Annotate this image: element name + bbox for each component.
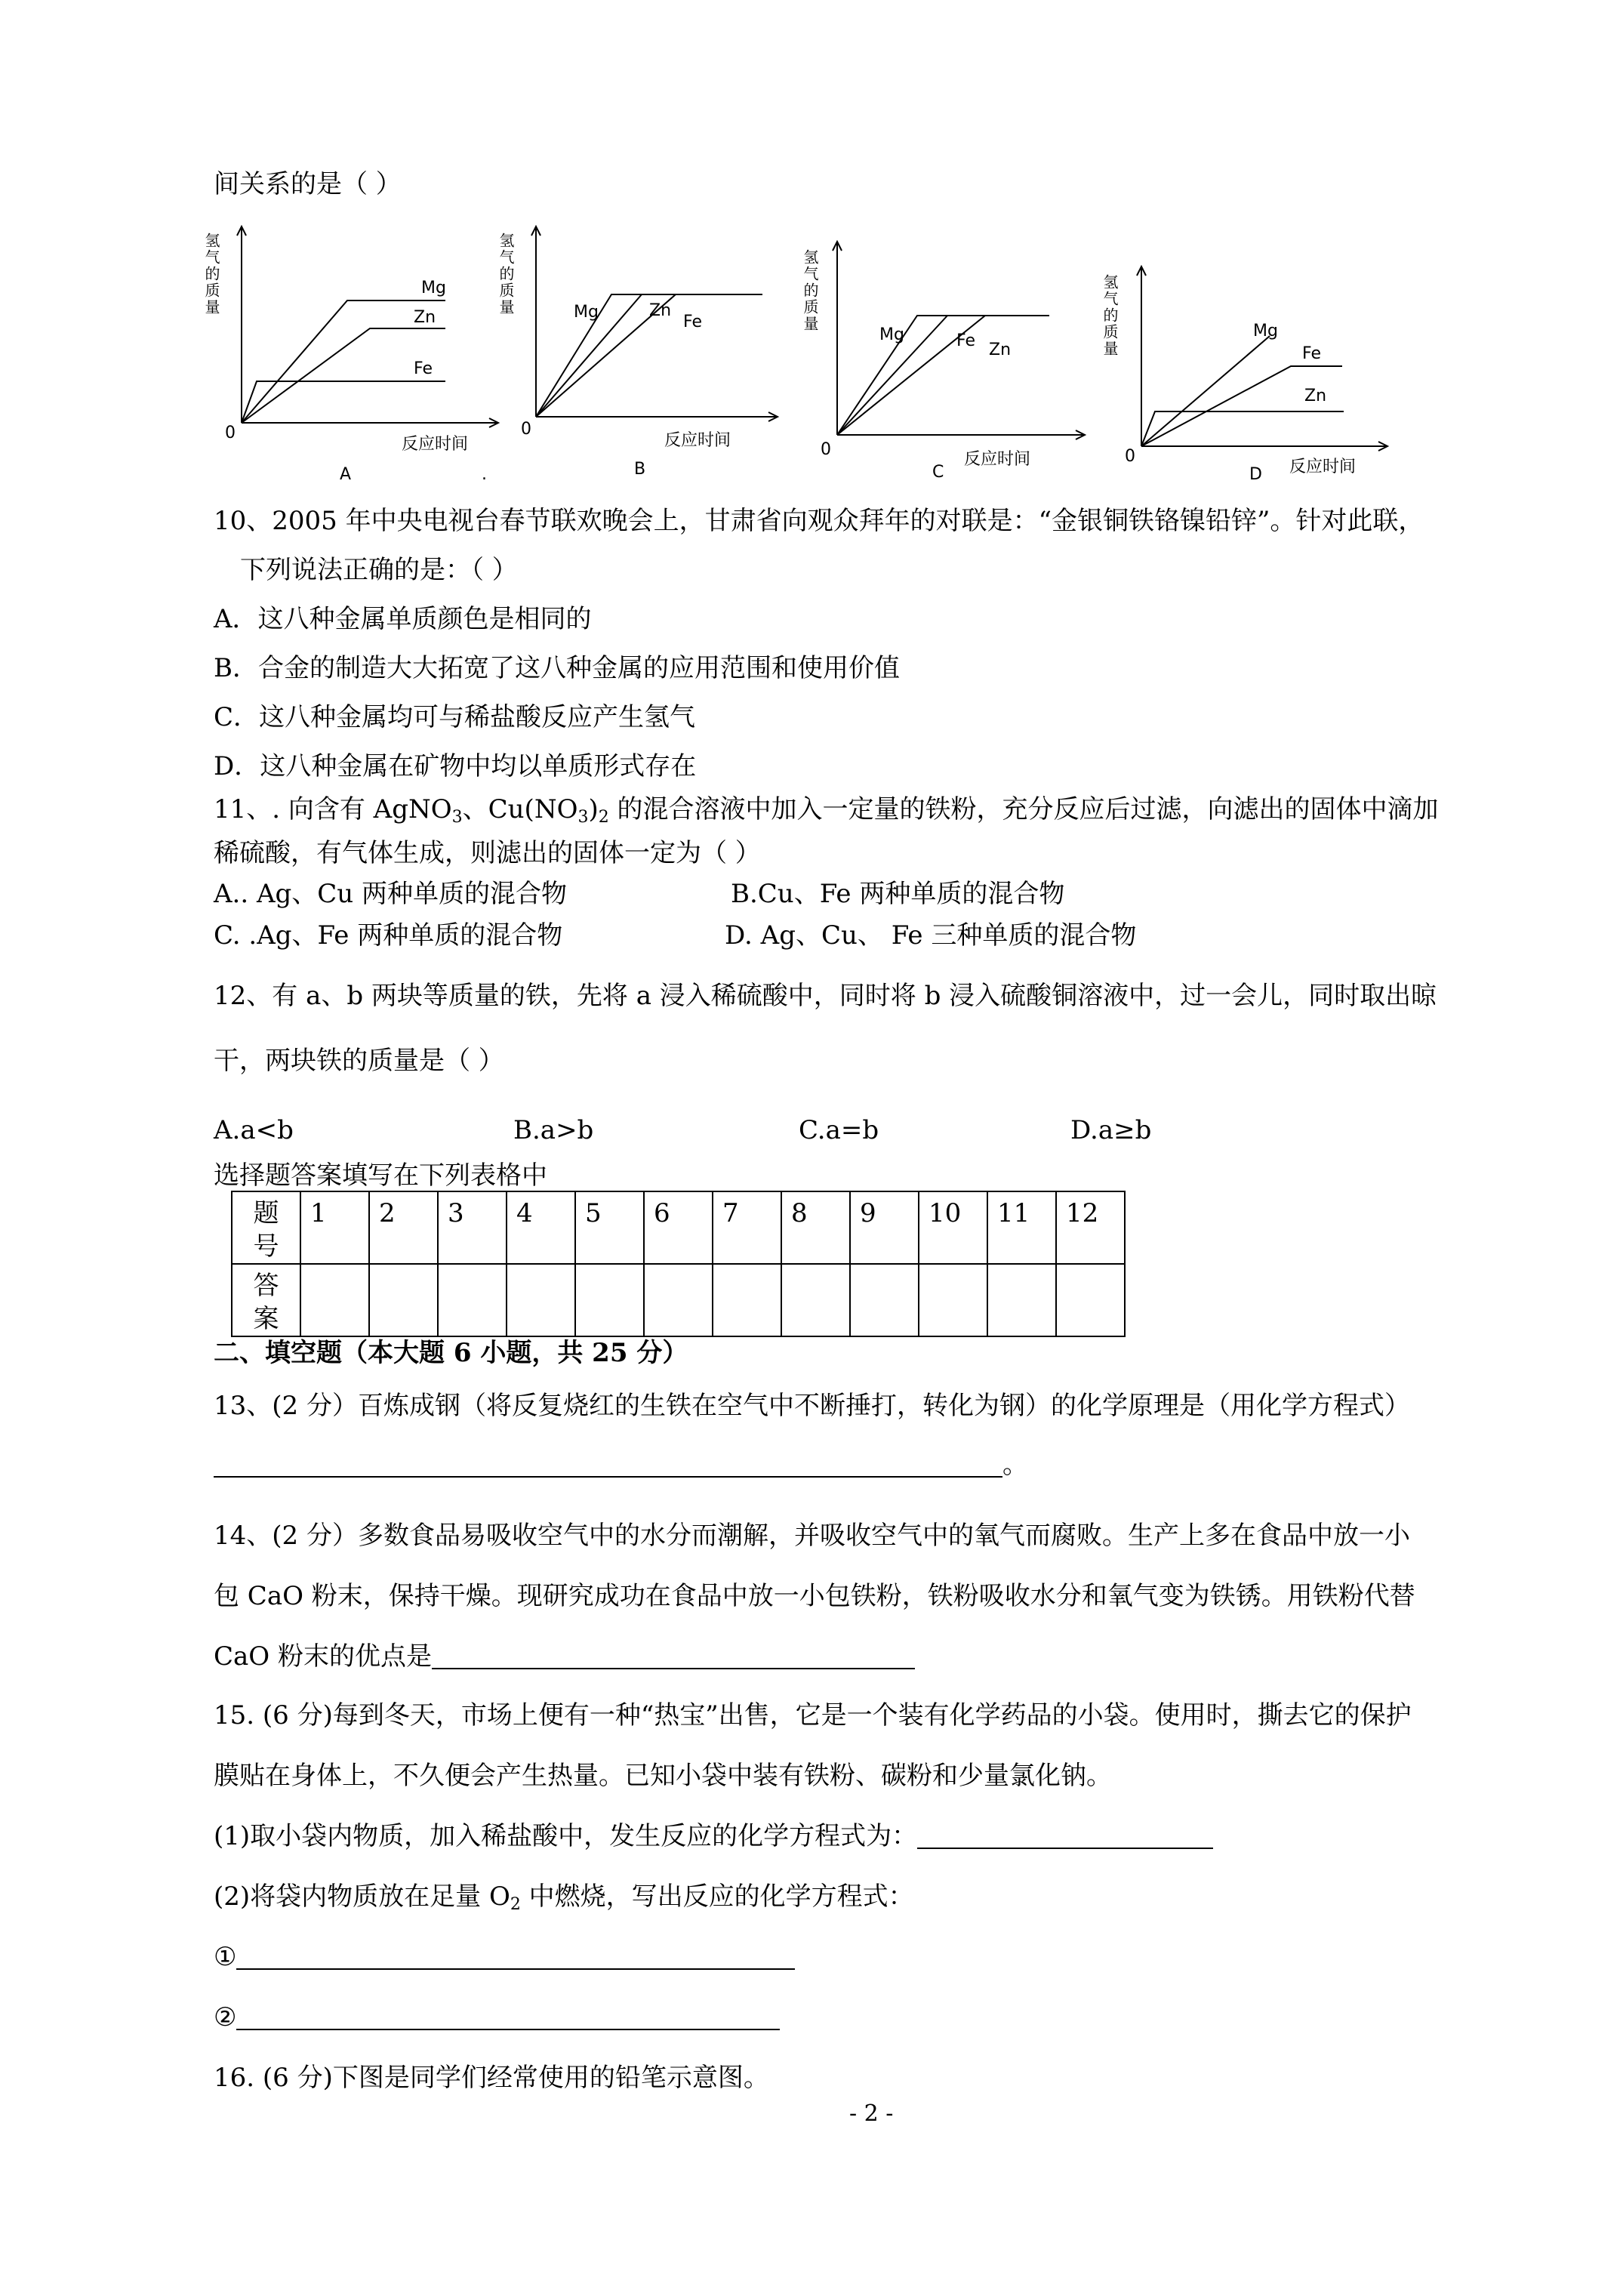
q15-line-2: 膜贴在身体上，不久便会产生热量。已知小袋中装有铁粉、碳粉和少量氯化钠。 — [214, 1761, 1112, 1791]
q15-marker-2: ② — [214, 2002, 237, 2032]
graph-stray-dot: . — [482, 465, 487, 484]
question-number-cell: 6 — [644, 1191, 713, 1264]
q15-sub-1 — [214, 1820, 1213, 1853]
graph-d — [1102, 260, 1419, 487]
question-number-cell: 1 — [300, 1191, 369, 1264]
graph-c-line-3: Zn — [989, 341, 1012, 359]
q11-post: 的混合溶液中加入一定量的铁粉，充分反应后过滤，向滤出的固体中滴加 — [608, 794, 1439, 824]
graph-c-caption: C — [932, 463, 944, 482]
question-number-cell: 3 — [438, 1191, 507, 1264]
graph-d-line-3: Zn — [1304, 387, 1327, 405]
q14-line-3 — [214, 1640, 915, 1673]
question-number-cell: 2 — [369, 1191, 438, 1264]
question-number-cell: 9 — [850, 1191, 919, 1264]
graph-c-ylabel: 氢气的质量 — [801, 249, 819, 332]
q10-option-b: B．合金的制造大大拓宽了这八种金属的应用范围和使用价值 — [214, 653, 900, 683]
graph-b-line-3: Fe — [683, 313, 702, 331]
q11-mid-1: 、Cu(NO — [462, 794, 578, 824]
graph-c-origin: 0 — [821, 440, 831, 459]
graph-b-caption: B — [634, 460, 646, 479]
graph-c-line-2: Fe — [956, 331, 975, 350]
graph-a-origin: 0 — [225, 424, 236, 442]
q13-end: 。 — [1002, 1450, 1028, 1480]
graph-c-line-1: Mg — [879, 325, 904, 344]
graph-b-ylabel: 氢气的质量 — [497, 233, 515, 316]
answer-cell[interactable] — [369, 1264, 438, 1336]
question-number-cell: 12 — [1056, 1191, 1125, 1264]
q10-option-a: A．这八种金属单质颜色是相同的 — [214, 604, 592, 634]
q12-option-a: A.a<b — [214, 1115, 294, 1145]
q15-marker-1: ① — [214, 1942, 237, 1972]
q12-option-d: D.a≥b — [1070, 1115, 1152, 1145]
answer-table-number-row — [232, 1191, 1125, 1264]
q11-pre: 11、. 向含有 AgNO — [214, 794, 452, 824]
answer-table-answer-row — [232, 1264, 1125, 1336]
page-number: - 2 - — [849, 2100, 894, 2127]
q12-option-b: B.a>b — [513, 1115, 594, 1145]
graph-b-origin: 0 — [521, 420, 531, 439]
q15-sub-1-blank[interactable] — [917, 1822, 1213, 1849]
graph-d-line-2: Fe — [1302, 344, 1321, 363]
graph-b — [498, 219, 800, 491]
graph-a-line-1: Mg — [421, 279, 446, 297]
answer-cell[interactable] — [644, 1264, 713, 1336]
answer-cell[interactable] — [300, 1264, 369, 1336]
q14-line-3-text: CaO 粉末的优点是 — [214, 1641, 432, 1672]
table-caption: 选择题答案填写在下列表格中 — [214, 1160, 547, 1191]
q14-line-2: 包 CaO 粉末，保持干燥。现研究成功在食品中放一小包铁粉，铁粉吸收水分和氧气变为铁锈。用铁粉代替 — [214, 1581, 1415, 1611]
q11-option-c: C. .Ag、Fe 两种单质的混合物 — [214, 920, 563, 951]
q11-option-b: B.Cu、Fe 两种单质的混合物 — [731, 879, 1065, 909]
q13-answer-blank[interactable] — [214, 1450, 1002, 1478]
q12-line-1: 12、有 a、b 两块等质量的铁，先将 a 浸入稀硫酸中，同时将 b 浸入硫酸铜溶液中，过一会儿，同时取出晾 — [214, 981, 1437, 1011]
q15-sub-2 — [214, 1880, 914, 1913]
graph-a-caption: A — [340, 465, 352, 484]
q14-line-1: 14、(2 分）多数食品易吸收空气中的水分而潮解，并吸收空气中的氧气而腐败。生产上多在食品中放一小 — [214, 1521, 1410, 1551]
answer-table-row1-header: 题号 — [232, 1191, 300, 1264]
q11-sub-3: 2 — [598, 808, 609, 827]
q11-line-1 — [214, 793, 1439, 826]
graph-a-xlabel: 反应时间 — [402, 435, 469, 454]
answer-cell[interactable] — [713, 1264, 781, 1336]
answer-cell[interactable] — [438, 1264, 507, 1336]
q15-line-1: 15. (6 分)每到冬天，市场上便有一种“热宝”出售，它是一个装有化学药品的小袋。使用时，撕去它的保护 — [214, 1700, 1412, 1730]
q9-tail: 间关系的是（ ） — [214, 169, 402, 199]
answer-cell[interactable] — [850, 1264, 919, 1336]
q12-line-2: 干，两块铁的质量是（ ） — [214, 1046, 504, 1076]
graph-d-origin: 0 — [1125, 447, 1135, 466]
graph-c — [801, 234, 1113, 491]
section-2-title: 二、填空题（本大题 6 小题，共 25 分） — [214, 1338, 688, 1368]
graph-d-line-1: Mg — [1253, 322, 1278, 341]
q11-option-a: A.. Ag、Cu 两种单质的混合物 — [214, 879, 568, 909]
answer-table-row2-header: 答案 — [232, 1264, 300, 1336]
q15-sub-2-pre: (2)将袋内物质放在足量 O — [214, 1881, 510, 1912]
q10-option-d: D．这八种金属在矿物中均以单质形式存在 — [214, 751, 697, 781]
graph-b-xlabel: 反应时间 — [664, 431, 731, 450]
q13-answer-line — [214, 1448, 1028, 1481]
q15-sub-2-post: 中燃烧，写出反应的化学方程式： — [520, 1881, 914, 1912]
q15-eq-2 — [214, 2001, 780, 2034]
graph-a-ylabel: 氢气的质量 — [202, 233, 220, 316]
answer-cell[interactable] — [987, 1264, 1056, 1336]
answer-cell[interactable] — [507, 1264, 575, 1336]
q11-sub-1: 3 — [451, 808, 463, 827]
answer-table — [231, 1191, 1126, 1337]
question-number-cell: 4 — [507, 1191, 575, 1264]
question-number-cell: 7 — [713, 1191, 781, 1264]
answer-cell[interactable] — [781, 1264, 850, 1336]
graph-d-xlabel: 反应时间 — [1289, 458, 1357, 476]
question-number-cell: 5 — [575, 1191, 644, 1264]
graph-d-ylabel: 氢气的质量 — [1101, 274, 1119, 357]
graph-b-line-1: Mg — [574, 303, 599, 322]
graph-a — [204, 219, 521, 498]
q13-line-1: 13、(2 分）百炼成钢（将反复烧红的生铁在空气中不断捶打，转化为钢）的化学原理是（用化学方程式） — [214, 1391, 1410, 1421]
answer-cell[interactable] — [1056, 1264, 1125, 1336]
graph-c-xlabel: 反应时间 — [964, 450, 1031, 469]
q10-line-1: 10、2005 年中央电视台春节联欢晚会上，甘肃省向观众拜年的对联是：“金银铜铁铬镍铅锌”。针对此联， — [214, 506, 1424, 536]
q11-option-d: D. Ag、Cu、 Fe 三种单质的混合物 — [725, 920, 1137, 951]
q16-line-1: 16. (6 分)下图是同学们经常使用的铅笔示意图。 — [214, 2063, 769, 2093]
question-number-cell: 10 — [919, 1191, 987, 1264]
answer-cell[interactable] — [919, 1264, 987, 1336]
q10-line-2: 下列说法正确的是：（ ） — [240, 555, 518, 585]
q12-option-c: C.a=b — [799, 1115, 879, 1145]
answer-cell[interactable] — [575, 1264, 644, 1336]
q15-eq-2-blank[interactable] — [236, 2003, 780, 2030]
question-number-cell: 8 — [781, 1191, 850, 1264]
q14-answer-blank[interactable] — [432, 1642, 915, 1669]
q11-line-2: 稀硫酸，有气体生成，则滤出的固体一定为（ ） — [214, 838, 761, 868]
q15-sub-1-text: (1)取小袋内物质，加入稀盐酸中，发生反应的化学方程式为： — [214, 1821, 918, 1851]
q15-eq-1 — [214, 1940, 795, 1974]
graph-a-line-3: Fe — [414, 359, 433, 378]
graph-d-caption: D — [1249, 465, 1262, 484]
graph-a-line-2: Zn — [414, 308, 436, 327]
question-number-cell: 11 — [987, 1191, 1056, 1264]
q10-option-c: C．这八种金属均可与稀盐酸反应产生氢气 — [214, 702, 696, 732]
q11-mid-2: ) — [588, 794, 599, 824]
q15-sub-2-subscript: 2 — [510, 1895, 521, 1914]
graph-b-line-2: Zn — [649, 301, 672, 320]
q15-eq-1-blank[interactable] — [236, 1943, 795, 1970]
q11-sub-2: 3 — [577, 808, 589, 827]
